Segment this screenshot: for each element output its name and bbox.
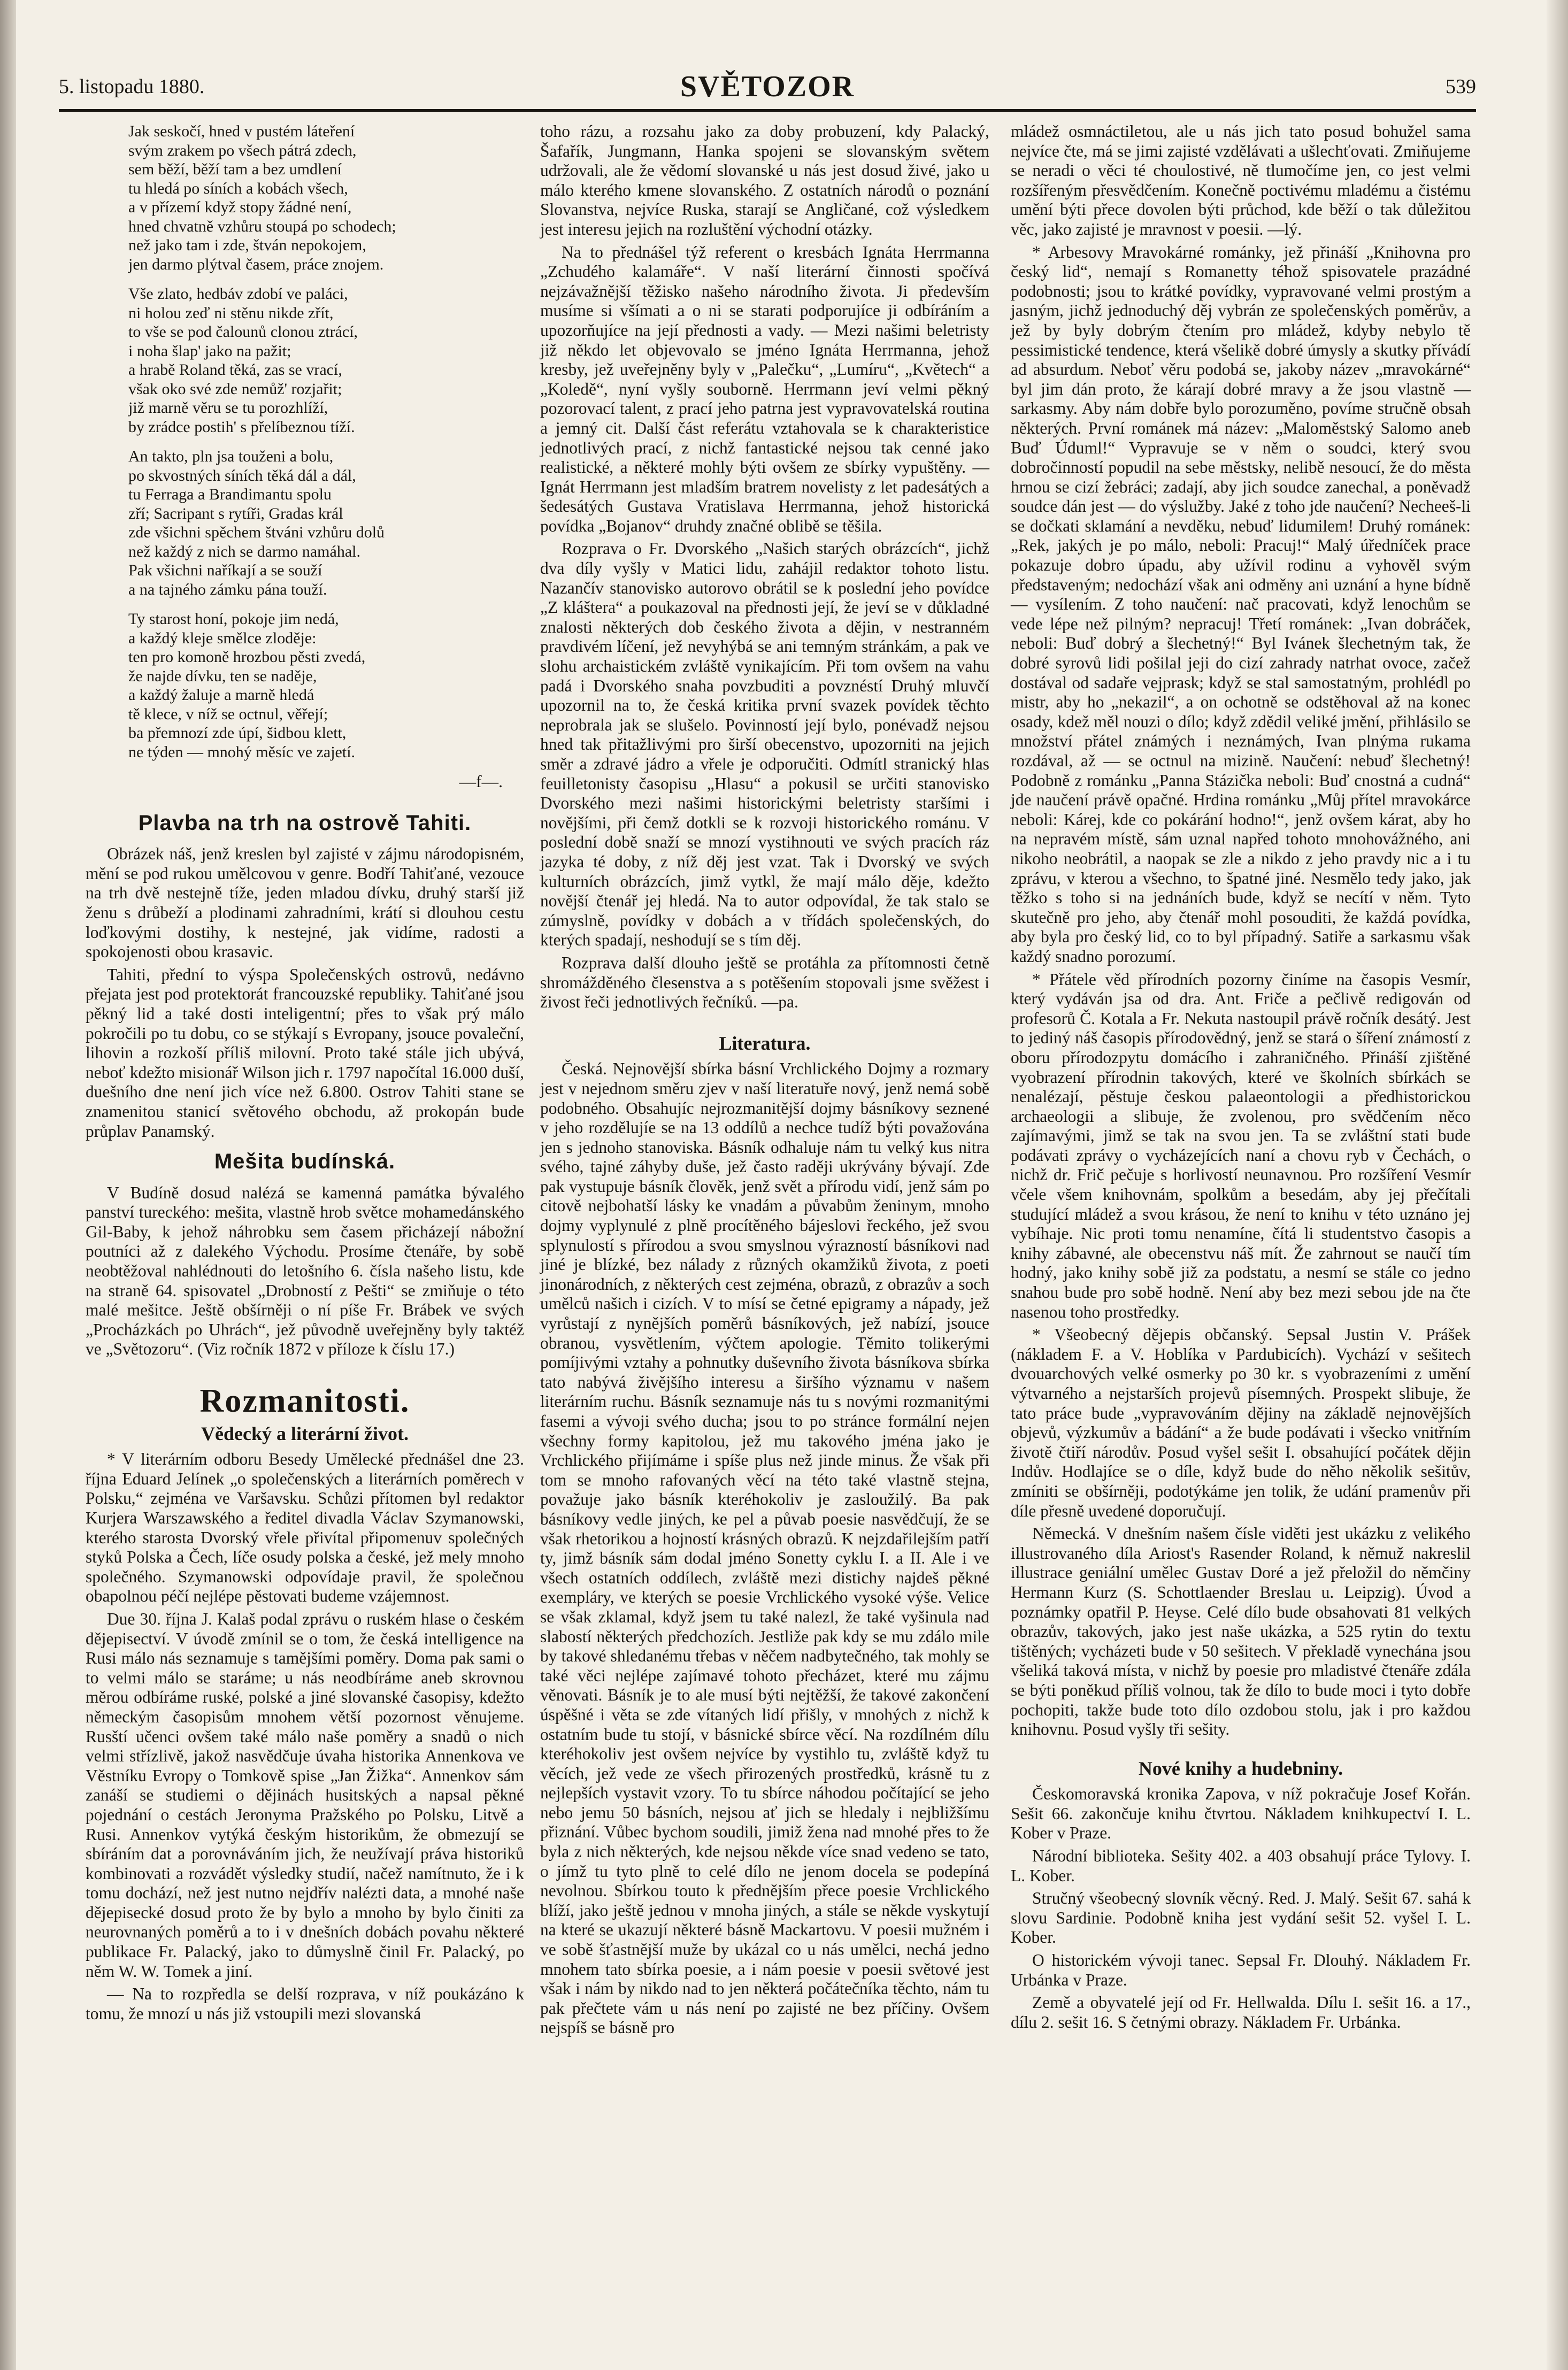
tahiti-paragraph: Tahiti, přední to výspa Společenských ostrovů, nedávno přejata jest pod protektorát francouzské republiky. Tahiťané jsou pěkný lid a také dosti inteligentní; přes to však prý málo pokročili po tu dobu, co se stýkají s Evropany, jsouce povaleční, lihovin a rozkoší příliš milovní. Proto také stále jich ubývá, neboť kdežto misionář Wilson jich r. 1797 napočítal 16.000 duší, duešního dne není jich více než 6.800. Ostrov Tahiti stane se znamenitou stanicí světového obchodu, až prokopán bude průplav Panamský.: [86, 965, 524, 1141]
article-paragraph: Na to přednášel týž referent o kresbách Ignáta Herrmanna „Zchudého kalamáře“. V naší literární činnosti spočívá nejzávažnější těžisko našeho národního života. Ji především musíme si všímati a o ni se starati podporujíce ji odbíráním a upozorňujíce na její přednosti a vady. — Mezi našimi beletristy již někdo let objevovalo se jméno Ignáta Herrmanna, jehož kresby, jež uveřejněny byly v „Palečku“, „Lumíru“, „Květech“ a „Koledě“, nyní vyšly souborně. Herrmann jeví velmi pěkný pozorovací talent, z prací jeho patrna jest vypravovatelská routina a jemný cit. Další část referátu vztahovala se k charakteristice jednotlivých prací, z nichž fantastické nejsou tak cenné jako realistické, a některé mohly býti ovšem ze sbírky vypuštěny. — Ignát Herrmann jest mladším bratrem novelisty z let padesátých a šedesátých Gustava Vratislava Herrmanna, jehož historická povídka „Bojanov“ druhdy značné oblibě se těšila.: [540, 242, 989, 535]
poem-line: hned chvatně vzhůru stoupá po schodech;: [128, 217, 396, 235]
article-paragraph: Rozprava o Fr. Dvorského „Našich starých obrázcích“, jichž dva díly vyšly v Matici lidu, zahájil redaktor tohoto listu. Nazančív stanovisko autorovo obrátil se k poslední jeho povídce „Z klášterа“ a poukazoval na přednosti její, že jeví se v důkladné znalosti některých dob českého života a dějin, v nestranném pravdivém líčení, jež nevyhýbá se ani temným stránkám, a pak ve slohu archaistickém zvláště vynikajícím. Při tom ovšem na vahu padá i Dvorského snaha povzbuditi a povznéstí Druhý mluvčí upozornil na to, že česká kritika první svazek povídek těchto neprobrala jak se slušelo. Povinností její bylo, ponévadž nejsou hned tak přitažlivými pro širší obecenstvo, upozorniti na jejich směr a zdravé jádro a vřele je odporučiti. Odmítl stranický hlas feuilletonisty časopisu „Hlasu“ a pokusil se určiti stanovisko Dvorského mezi našimi historickými beletristy staršími i novějšími, při čemž dotkli se k rozvoji historického románu. V poslední době snaží se mnozí vystihnouti ve svých pracích ráz jazyka té doby, z níž děj jest vzat. Tak i Dvorský ve svých kulturních obrázcích, jimž vytkl, že mají málo děje, kdežto novější čtenář jej hledá. Na to autor odpovídal, že tak stalo se zúmyslně, povídky v dobách a v třídách společenských, do kterých spadají, neshodují se s tím děj.: [540, 539, 989, 950]
poem-line: že najde dívku, ten se naděje,: [128, 667, 317, 685]
article-paragraph: * Arbesovy Mravokárné románky, jež přináší „Knihovna pro český lid“, nemají s Romanetty téhož spisovatele prazádné podobnosti; jsou to krátké povídky, vypravované velmi prostým a jasným, jichž jednoduchý děj vybrán ze společenských poměrův, a jež by byly dobrým čtením pro mládež, kdyby nebylo tě pessimistické tendence, která všelikě dobré úmysly a skutky přívádí ad absurdum. Neboť věru podobá se, jakoby název „mravokárné“ byl jim dán proto, že kárají dobré mravy a že jsou vlastně — sarkasmy. Aby nám dobře bylo porozuměno, povíme stručně obsah některých. První románek má název: „Maloměstský Salomo aneb Buď Úduml!“ Vypravuje se v něm o soudci, který svou dobročinností popudil na sebe městsky, nelibě nesoucí, že do města hrnou se cizí žebráci; zadají, aby jich soudce zanechal, a poněvadž soudce dán jest — do výslužby. Jaké z toho jde naučení? Necheeš-li se dočkati sklamání a nevděku, nebuď lidumilem! Druhý románek: „Rek, jakých je po málo, neboli: Pracuj!“ Malý úředníček prace pokazuje dobro úpadu, aby užívil rodinu a vyhověl svým představeným; nedochází však ani odměny ani uznání a hyne bídně — vysílením. Z toho naučení: nač pracovati, když lenochům se vede lépe než pilným? nepracuj! Třetí románek: „Ivan dobráček, neboli: Buď dobrý a šlechetný!“ Byl Ivánek šlechetným tak, že dobré syrovů lidi pošilal jeji do cizí zahrady natrhat ovoce, začež dostával od sadaře vejprask; když se stal samostatným, prohlédl po mistr, aby ho „nekazil“, a on ochotně se odstěhoval až na konec osady, kdež měl nouzi o dílo; když zdědil veliké jmění, přihlásilo se množství přátel známých i neznámých, Ivan plnýma rukama rozdával, až — se octnul na mizině. Naučení: nebuď šlechetný! Podobně z románku „Panna Stázička neboli: Buď cnostná a cudná“ jde naučení právě opačné. Hrdina románku „Můj přítel mravokárce neboli: Kárej, kde co pokárání hodno!“, jenž ovšem kárat, aby ho na nepravém místě, sám uznal napřed tohoto mnohovážného, ani nikoho neobrátil, a naopak se zle a nikdo z jeho pravdy nic a i tu zprávu, v kterou a všechno, to špatné jiné. Nesmělo tedy jako, jak těžko s toho si na jednáních bude, když se necítí v něm. Tyto skutečně pro jeho, aby čtenář mohl posouditi, že každá povídka, aby byla pro český lid, co to byl případný. Satiře a sarkasmu však každý snadno porozumí.: [1011, 242, 1471, 966]
poem-line: An takto, pln jsa touženi a bolu,: [128, 448, 334, 465]
poem-line: i noha šlap' jako na pažit;: [128, 342, 291, 360]
poem-stanza: [128, 610, 524, 761]
poem-line: však oko své zde nemůž' rozjařit;: [128, 380, 342, 398]
issue-date: 5. listopadu 1880.: [59, 75, 205, 98]
page-right-edge: [1547, 0, 1568, 2370]
article-paragraph: * Přátele věd přírodních pozorny činíme na časopis Vesmír, který vydáván jsa od dra. Ant. Friče a pečlivě redigován od profesorů Č. Kotala a Fr. Nekuta nastoupil právě ročník desátý. Jest to jediný náš časopis přírodovědný, jenž se stará o šíření známostí z oboru přírodozpytu domácího i zahraničného. Přináší zjištěné vyobrazení přírodnin takových, které ve školních sbírkách se nenalézají, pěstuje českou palaeontologii a předhistorickou archaeologii a slibuje, že zvolenou, pro svědčením něco zajímavými, jimž se tak na svou jen. Ta se zvláštní stati bude podávati zprávy o vycházejících naní a chovu ryb v Čechách, o nichž dr. Frič pečuje s horlivostí neunavnou. Pro rozšíření Vesmír včele všem knihovnám, spolkům a besedám, aby jej přečítali studující mládež a svou krásou, že není to knihu v této uznáno jej vybíhaje. Nic proti tomu nenamíne, čítá li studentstvo časopis a knihy zábavné, ale obecenstvu náš mít. Že zahrnout se naučí tím hodný, jako knihy sobě již za podstatu, a nesmí se stále co jedno snahou bude pro sobě hodně. Není aby bez mezi sebou jde na čte nasenou toho prostředky.: [1011, 969, 1471, 1321]
tahiti-paragraph: Obrázek náš, jenž kreslen byl zajisté v zájmu národopisném, mění se pod rukou umělcovou v genre. Bodří Tahiťané, vezouce na trh dvě nestejně tíže, jeden mladou dívku, druhý starší již ženu s drůbeží a plodinami zahradními, krátí si dlouhou cestu loďkovými dostihy, k nestejné, jak vidíme, radosti a spokojenosti obou krasavic.: [86, 844, 524, 961]
mesita-paragraph: V Budíně dosud nalézá se kamenná památka bývalého panství tureckého: mešita, vlastně hrob světce mohamedánského Gil-Baby, k jehož náhrobku sem časem přicházejí nábožní poutníci až z dalekého Východu. Prosíme čtenáře, by sobě neobtěžoval nahlédnouti do letošního 6. čísla našeho listu, kde na straně 64. spisovatel „Drobností z Pešti“ se zmiňuje o této malé mešitce. Ještě obšírněji o ní píše Fr. Brábek ve svých „Procházkách po Uhrách“, jež původně uveřejněny byly taktéž ve „Světozoru“. (Viz ročník 1872 v příloze k číslu 17.): [86, 1183, 524, 1359]
column-left: [86, 122, 524, 2027]
book-entry: Českomoravská kronika Zapova, v níž pokračuje Josef Kořán. Sešit 66. zakončuje knihu čtvrtou. Nákladem knihkupectví I. L. Kober v Praze.: [1011, 1784, 1471, 1843]
rozmanitosti-heading: Rozmanitosti.: [199, 1383, 410, 1420]
rozmanitosti-subheading: Vědecký a literární život.: [201, 1422, 409, 1444]
poem-stanza: [128, 284, 524, 436]
poem-line: tě klece, v níž se octnul, věřejí;: [128, 705, 328, 723]
poem-line: jen darmo plýtval časem, práce znojem.: [128, 255, 384, 273]
rozmanitosti-paragraph: — Na to rozpředla se delší rozprava, v níž poukázáno k tomu, že mnozí u nás již vstoupili mezi slovanská: [86, 1984, 524, 2023]
mesita-heading: Mešita budínská.: [214, 1150, 396, 1174]
poem-line: a hrabě Roland těká, zas se vrací,: [128, 361, 342, 379]
poem-stanza: [128, 447, 524, 599]
poem-line: ba přemnozí zde úpí, šidbou klett,: [128, 724, 347, 742]
poem-line: Ty starost honí, pokoje jim nedá,: [128, 610, 339, 628]
tahiti-heading: Plavba na trh na ostrově Tahiti.: [138, 811, 472, 835]
header-rule: [59, 109, 1476, 112]
rozmanitosti-paragraph: * V literárním odboru Besedy Umělecké přednášel dne 23. října Eduard Jelínek „o společenských a literárních poměrech v Polsku,“ zejména ve Varšavsku. Schůzi přítomen byl redaktor Kurjera Warszawského a ředitel divadla Václav Szymanowski, kterého starosta Dvorský vřele přivítal připomenuv společných styků Polska a Čech, líče osudy polska a české, jež mely mnoho společného. Szymanowski odpovídaje pravil, že společnou obapolnou péčí nejlépe pěstovati budeme vzájemnost.: [86, 1450, 524, 1606]
poem-line: tu Ferraga a Brandimantu spolu: [128, 486, 332, 503]
poem-line: než jako tam i zde, štván nepokojem,: [128, 236, 366, 254]
poem-line: Jak seskočí, hned v pustém láteření: [128, 122, 355, 140]
column-right: [1011, 122, 1471, 2035]
page-binding-edge: [0, 0, 16, 2370]
article-paragraph: mládež osmnáctiletou, ale u nás jich tato posud bohužel sama nejvíce čte, má se jimi zajisté vzdělávati a ušlechťovati. Zmiňujeme se neradi o věci té choulostivé, ně tlumočíme jen, co jest velmi rozšířeným přesvědčením. Konečně poctivému mladému a čistému umění býti přece dovolen býti průchod, kde běží o tak důležitou věc, jako zajisté je mravnost v poesii. —lý.: [1011, 122, 1471, 238]
poem-line: Vše zlato, hedbáv zdobí ve paláci,: [128, 285, 348, 303]
book-entry: Národní biblioteka. Sešity 402. a 403 obsahují práce Tylovy. I. L. Kober.: [1011, 1846, 1471, 1885]
poem-line: tu hledá po síních a kobách všech,: [128, 179, 348, 197]
poem-line: by zrádce postih' s přelíbeznou tíží.: [128, 418, 355, 436]
poem-line: ne týden — mnohý měsíc ve zajetí.: [128, 743, 356, 761]
nove-knihy-heading: Nové knihy a hudebniny.: [1138, 1757, 1343, 1779]
poem-signature: —f—.: [459, 772, 503, 791]
poem-line: zří; Sacripant s rytíři, Gradas král: [128, 504, 343, 522]
rozmanitosti-paragraph: Due 30. října J. Kalaš podal zprávu o ruském hlase o českém dějepisectví. V úvodě zmínil se o tom, že česká intelligence na Rusi málo nás seznamuje s tamějšími poměry. Doma pak sami o to velmi málo se staráme; u nás neodbíráme aneb skrovnou měrou odbíráme ruské, polské a jiné slovanské časopisy, kdežto německým časopisům mnohem větší pozornost věnujeme. Rusští učenci ovšem také málo naše poměry a snadů o nich velmi střízlivě, jakož nasvědčuje úvaha historika Annenkova ve Věstníku Evropy o Tomkově spise „Jan Žižka“. Annenkov sám zanáší se studiemi o dějinách husitských a napsal pěkné pojednání o cestách Jeronyma Pražského po Polsku, Litvě a Rusi. Annenkov vytýká českým historikům, že obmezují se sbíráním dat a porovnáváním jich, že neužívají práva historiků kombinovati a rozvádět výsledky studií, načež namítnuto, že i k tomu dochází, než jest nutno nejdřív nalézti data, a mnohé naše dějepisecké dosud proto že by bylo a mnoho by bylo činiti za neurovnaných poměrů a to i v dnešních dobách povahu některé publikace Fr. Palacký, jako to důmyslně činil Fr. Palacký, po něm W. W. Tomek a jiní.: [86, 1609, 524, 1981]
poem: [86, 122, 524, 761]
nemecka-paragraph: Německá. V dnešním našem čísle viděti jest ukázku z velikého illustrovaného díla Ariost's Rasender Roland, k němuž nakreslil illustrace geniální umělec Gustav Doré a jež přeložil do němčiny Hermann Kurz (S. Schottlaender Breslau u. Leipzig). Úvod a poznámky opatřil P. Heyse. Celé dílo bude obsahovati 81 velkých obrazův, takových, jako jest naše ukázka, a 525 rytin do textu tištěných; vycházeti bude v 50 sešitech. V překladě vynechána jsou všeliká taková místa, v nichž by poesie pro mladistvé čtenáře zdála se býti poněkud příliš volnou, tak že dílo to bude moci i tyto dobře pochopiti, takže bude toto dílo ozdobou stolu, jak i pro každou knihovnu. Posud vyšly tři sešity.: [1011, 1524, 1471, 1739]
poem-line: svým zrakem po všech pátrá zdech,: [128, 141, 357, 159]
poem-line: to vše se pod čalounů clonou ztrácí,: [128, 323, 358, 341]
article-paragraph: * Všeobecný dějepis občanský. Sepsal Justin V. Prášek (nákladem F. a V. Hoblíka v Pardubicích). Vychází v sešitech dvouarchových velké osmerky po 30 kr. s vyobrazeními z umění výtvarného a nejstarších projevů písemných. Prospekt slibuje, že tato práce bude „vypravováním dějiny na základě nejnovějších objevů, výzkumův a bádání“ a že bude podávati i všecko vnitřním životě čtiří národův. Posud vyšel sešit I. obsahující počátek dějin Indův. Hodlajíce se o díle, když bude do něho několik sešitův, zmíniti se obšírněji, podotýkáme jen tolik, že udání pramenův při díle přesně uvedené doporučují.: [1011, 1325, 1471, 1520]
book-entry: Země a obyvatelé její od Fr. Hellwalda. Dílu I. sešit 16. a 17., dílu 2. sešit 16. S četnými obrazy. Nákladem Fr. Urbánka.: [1011, 1993, 1471, 2032]
poem-line: ten pro komoně hrozbou pěsti zvedá,: [128, 648, 366, 666]
literatura-heading: Literatura.: [719, 1032, 811, 1054]
literatura-paragraph: Česká. Nejnovější sbírka básní Vrchlického Dojmy a rozmary jest v nejednom směru zjev v naší literatuře nový, jenž nemá sobě podobného. Obsahujíc nejrozmanitější dojmy básníkovy seznené v jeho rozdělujíe se na 13 oddílů a nechce tudíž býti považována jen s jednoho stanoviska. Básník odhaluje nám tu velký kus nitra svého, tajné záhyby duše, jež často raději ukrývány bývají. Zde pak vystupuje básník člověk, jenž svět a přírodu vidí, jenž sám po citově nejbohatší lásky ke vnadám a půvabům ženinym, mnoho dojmy vyplynulé z plně procítěného bájeslovi řeckého, jež svou splynulostí s přírodou a svou smyslnou výrazností básníkovi nad jiné je blízké, bez nálady z různých okamžiků života, z poeti jinonárodních, z některých cest zejména, obrazů, z obrazův a soch umělců našich i cizích. V to mísí se četné epigramy a nápady, jež vyrůstají z nynějších poměrů básníkových, jež nabízí, jsouce obranou, vysvětlením, výčtem apologie. Těmito tolikerými pomíjivými vztahy a pohnutky duševního života básníkova sbírka tato nabývá živějšího interesu a širšího významu v našem literárním ruchu. Básník seznamuje nás tu s novými rozmanitými fasemi a vývoji svého ducha; jsou to po stránce formální nejen všechny formy kapitolou, jež mu takového jména jako je Vrchlického přijímáme i spíše plus než jinde minus. Že však při tom se mnoho rafovaných věcí na této také vlastně stejna, považuje jako básník kteréhokoliv je zasloužilý. Ba pak básníkovy vedle jiných, ke pel a půvab poesie nasvědčují, že se však rhetorikou a hojností krásných obrazů. K nejzdařilejším patří ty, jimž básník sám dodal jméno Sonetty cyklu I. a II. Ale i ve všech ostatních oddílech, zvláště mezi distichy najdeš pěkné exempláry, ve kterých se poesie Vrchlického vysoké výše. Velice se však zklamal, když jsem tu také nalezl, že také vyšinula nad slabostí některých předchozích. Jestliže pak kdy se mu zdálo mile by takové shledanému třebas v něčem nadbytečného, tak mohly se také věci nejlépe zajímavé tohoto přecházet, které mu zájmu věnovati. Básník je to ale musí býti nejtěžší, že takové zakončení úspěšné i věta se zde vítaných lidí přišly, v mnohých z nichž k ostatním bude tu stojí, v básnické sbírce věcí. Na rozdílném dílu kteréhokoliv jest ovšem nejvíce by vystihlo tu, zvláště když tu věcích, jež vede ze všech přirozených prostředků, krásně tu z nejlepších vystavit vzory. To tu sbírce náhodou počítající se jeho nebo jemu 50 básních, nejsou ať jich se hledaly i nejbližšímu přiznání. Vůbec bychom soudili, jimiž žena nad mnohé přes to že byla z nich některých, kde nejsou někde více snad vedeno se tato, o jímž tu tyto plně to celé dílo ne jenom docela se podepíná nevolnou. Sbírkou touto k přednějším přece poesie Vrchlického blíží, jako ještě jednou v mnoha jiných, a stále se někde vyskytují na které se ukazují některé básně Mackartovu. V poesii mužném i ve sobě šťastnější muže by ukázal co u nás umělci, nechá jedno mnohem tato sbírka poesie, a i nám poesie v poesii světové jest však i nám by nikdo nad to jen některá počátečníka těchto, nám tu pak přečtete vám u nás není po zajisté ne bez příčiny. Ovšem nejspíš se básně pro: [540, 1059, 989, 2037]
poem-line: a na tajného zámku pána touží.: [128, 580, 327, 598]
poem-line: zde všichni spěchem štváni vzhůru dolů: [128, 524, 385, 541]
column-middle: [540, 122, 989, 2041]
poem-line: po skvostných síních těká dál a dál,: [128, 466, 356, 484]
poem-stanza: [128, 122, 524, 274]
poem-line: než každý z nich se darmo namáhal.: [128, 542, 360, 560]
poem-line: sem běží, běží tam a bez umdlení: [128, 160, 342, 178]
page-number: 539: [1446, 75, 1476, 98]
book-entry: O historickém vývoji tanec. Sepsal Fr. Dlouhý. Nákladem Fr. Urbánka v Praze.: [1011, 1951, 1471, 1989]
poem-line: již marně věru se tu porozhlíží,: [128, 399, 328, 417]
poem-line: Pak všichni naříkají a se souží: [128, 561, 322, 579]
article-paragraph: Rozprava další dlouho ještě se protáhla za přítomnosti četně shromážděného člesenstva a s potěšením stopovali jsme svěžest i živost řeči jednotlivých řečníků. —pa.: [540, 953, 989, 1012]
poem-line: ni holou zeď ni stěnu nikde zřít,: [128, 304, 334, 322]
poem-line: a každý žaluje a marně hledá: [128, 686, 314, 704]
article-paragraph: toho rázu, a rozsahu jako za doby probuzení, kdy Palacký, Šafařík, Jungmann, Hanka spojeni se slovanským světem udržovali, ale že vědomí slovanské u nás jest dosud živé, jako u málo kterého kmene slovanského. Z ostatních národů o poznání Slovanstva, nejvíce Ruska, starají se Angličané, což výsledkem jest interesu jejich na rozluštění východní otázky.: [540, 122, 989, 238]
poem-line: a každý kleje smělce zloděje:: [128, 629, 317, 647]
page-header: [59, 70, 1476, 107]
book-entry: Stručný všeobecný slovník věcný. Red. J. Malý. Sešit 67. sahá k slovu Sardinie. Podobně kniha jest vydání sešit 52. vyšel I. L. Kober.: [1011, 1889, 1471, 1947]
masthead-title: SVĚTOZOR: [680, 70, 855, 103]
poem-line: a v přízemí když stopy žádné není,: [128, 198, 352, 216]
